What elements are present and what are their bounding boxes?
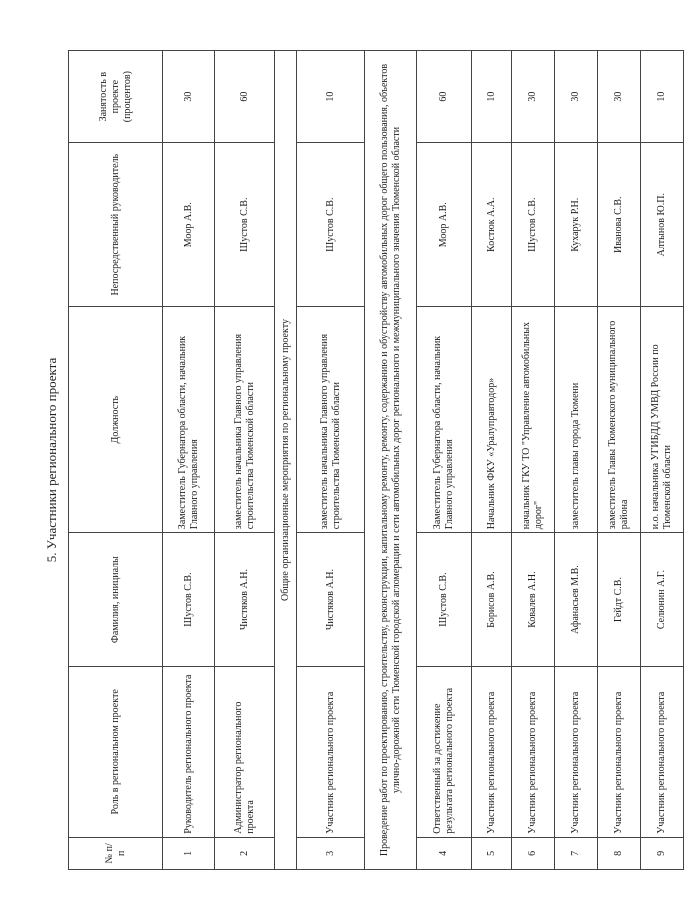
cell-employment: 10 [297,51,365,143]
cell-position: и.о. начальника УГИБДД УМВД России по Тюменской области [641,307,684,533]
table-row [555,51,598,870]
cell-name: Борисов А.В. [472,533,512,667]
cell-role: Участник регионального проекта [512,666,555,837]
cell-position: заместитель начальника Главного управления строительства Тюменской области [297,307,365,533]
cell-position: Заместитель Губернатора области, начальник Главного управления [417,307,472,533]
cell-position: Начальник ФКУ «Уралуправтодор» [472,307,512,533]
header-employment: Занятость в проекте (процентов) [69,51,163,143]
header-name: Фамилия, инициалы [69,533,163,667]
cell-position: Заместитель Губернатора области, начальник Главного управления [163,307,215,533]
table-row [472,51,512,870]
cell-position: начальник ГКУ ТО "Управление автомобильных дорог" [512,307,555,533]
header-number: № п/п [69,837,163,869]
table-row [417,51,472,870]
section-row [275,51,297,870]
cell-number: 7 [555,837,598,869]
cell-number: 5 [472,837,512,869]
cell-manager: Алтынов Ю.П. [641,143,684,307]
cell-role: Руководитель регионального проекта [163,666,215,837]
cell-manager: Шустов С.В. [512,143,555,307]
landscape-content [40,50,673,870]
cell-role: Администратор регионального проекта [215,666,275,837]
cell-role: Участник регионального проекта [555,666,598,837]
table-row [598,51,641,870]
cell-manager: Костюк А.А. [472,143,512,307]
cell-manager: Шустов С.В. [215,143,275,307]
cell-position: заместитель главы города Тюмени [555,307,598,533]
table-row [297,51,365,870]
cell-number: 2 [215,837,275,869]
table-row [215,51,275,870]
cell-name: Чистяков А.Н. [297,533,365,667]
cell-role: Участник регионального проекта [472,666,512,837]
cell-number: 6 [512,837,555,869]
table-row [641,51,684,870]
cell-employment: 30 [555,51,598,143]
cell-manager: Моор А.В. [417,143,472,307]
cell-name: Селюнин А.Г. [641,533,684,667]
cell-role: Участник регионального проекта [641,666,684,837]
cell-number: 4 [417,837,472,869]
table-row [163,51,215,870]
table-header-row [69,51,163,870]
cell-name: Шустов С.В. [163,533,215,667]
table-row [512,51,555,870]
header-position: Должность [69,307,163,533]
section-title-general: Общие организационные мероприятия по региональному проекту [275,51,297,870]
cell-number: 9 [641,837,684,869]
cell-manager: Кухарук Р.Н. [555,143,598,307]
section-heading: 5. Участники регионального проекта [44,357,59,563]
header-manager: Непосредственный руководитель [69,143,163,307]
cell-number: 8 [598,837,641,869]
cell-manager: Шустов С.В. [297,143,365,307]
cell-employment: 60 [417,51,472,143]
cell-position: заместитель начальника Главного управления строительства Тюменской области [215,307,275,533]
cell-employment: 30 [598,51,641,143]
cell-number: 1 [163,837,215,869]
cell-role: Участник регионального проекта [297,666,365,837]
cell-position: заместитель Главы Тюменского муниципального района [598,307,641,533]
cell-role: Участник регионального проекта [598,666,641,837]
section-title-roads: Проведение работ по проектированию, строительству, реконструкции, капитальному ремонту, ремонту, содержанию и обустройству автомобильных дорог общего пользования, объектов улично-дорожной сети Тюменской городской агломерации и сети автомобильных дорог регионального и межмуниципального значения Тюменской области [365,51,417,870]
cell-employment: 10 [641,51,684,143]
cell-employment: 60 [215,51,275,143]
cell-employment: 30 [163,51,215,143]
cell-number: 3 [297,837,365,869]
section-row [365,51,417,870]
header-role: Роль в региональном проекте [69,666,163,837]
cell-role: Ответственный за достижение результата регионального проекта [417,666,472,837]
cell-name: Ковалев А.Н. [512,533,555,667]
cell-name: Афанасьев М.В. [555,533,598,667]
cell-name: Шустов С.В. [417,533,472,667]
cell-employment: 30 [512,51,555,143]
participants-table [68,50,684,870]
cell-manager: Иванова С.В. [598,143,641,307]
cell-manager: Моор А.В. [163,143,215,307]
cell-employment: 10 [472,51,512,143]
cell-name: Гейдт С.В. [598,533,641,667]
cell-name: Чистяков А.Н. [215,533,275,667]
